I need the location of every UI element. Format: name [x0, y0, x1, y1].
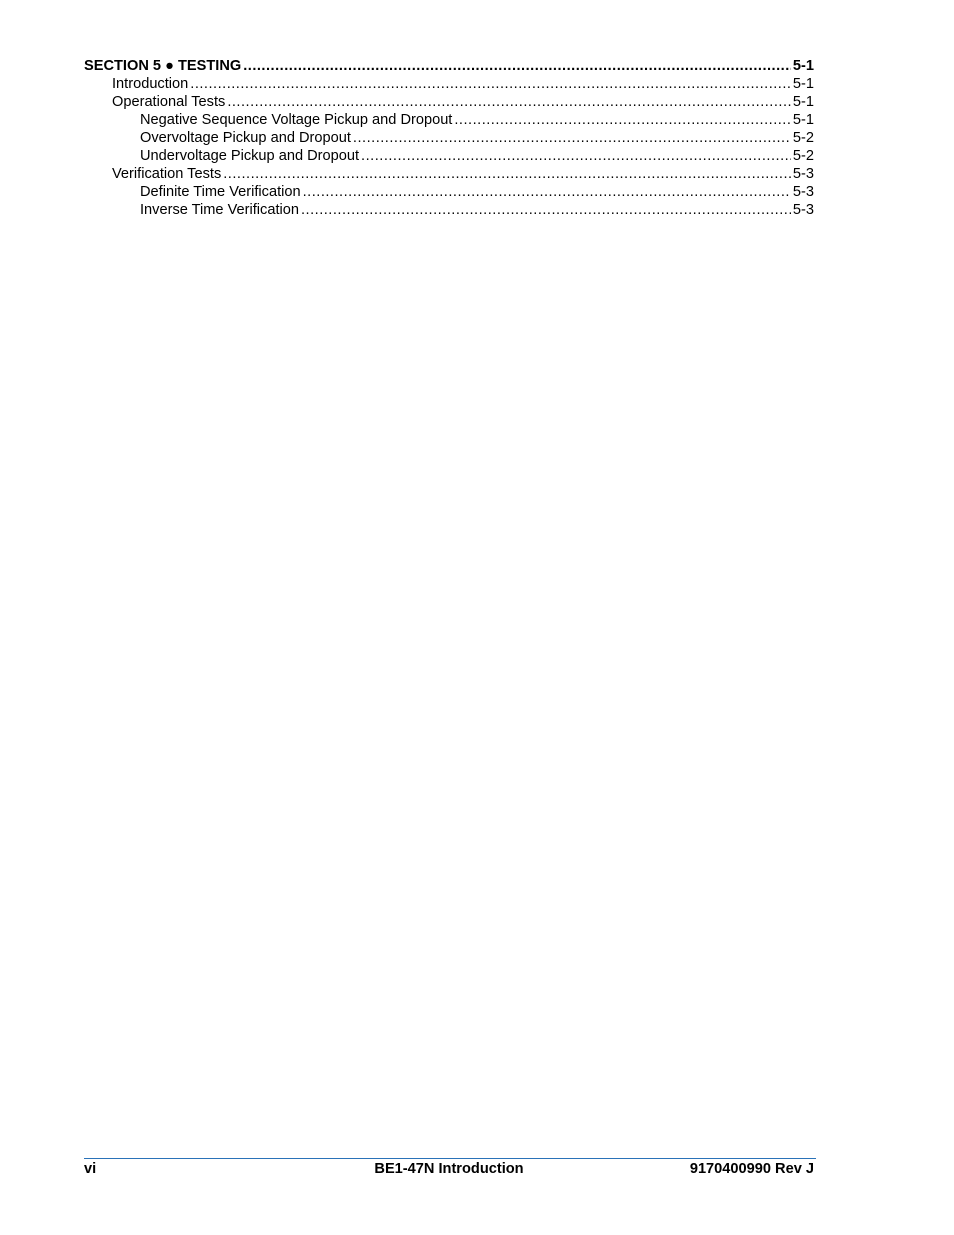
footer-document-title: BE1-47N Introduction [374, 1161, 524, 1177]
toc-entry-definite-time[interactable] [84, 183, 814, 201]
footer-divider [84, 1158, 816, 1159]
toc-entry-title: Introduction [112, 76, 189, 92]
toc-entry-verification-tests[interactable] [84, 165, 814, 183]
toc-entry-page: 5-1 [792, 76, 814, 92]
toc-entry-page: 5-1 [792, 94, 814, 110]
dot-leader [243, 57, 791, 75]
toc-entry-operational-tests[interactable] [84, 93, 814, 111]
toc-entry-introduction[interactable] [84, 75, 814, 93]
page-footer [84, 1160, 814, 1178]
toc-entry-page: 5-3 [792, 166, 814, 182]
dot-leader [361, 147, 791, 165]
dot-leader [223, 165, 791, 183]
toc-entry-page: 5-2 [792, 130, 814, 146]
dot-leader [454, 111, 791, 129]
toc-entry-section-5-testing[interactable] [84, 57, 814, 75]
dot-leader [227, 93, 791, 111]
toc-entry-title: SECTION 5 ● TESTING [84, 58, 242, 74]
toc-entry-title: Verification Tests [112, 166, 222, 182]
toc-entry-title: Undervoltage Pickup and Dropout [140, 148, 360, 164]
toc-entry-page: 5-1 [792, 58, 814, 74]
toc-entry-overvoltage[interactable] [84, 129, 814, 147]
toc-entry-page: 5-3 [792, 202, 814, 218]
footer-revision: 9170400990 Rev J [689, 1161, 814, 1177]
toc-entry-page: 5-2 [792, 148, 814, 164]
table-of-contents [84, 57, 814, 219]
dot-leader [303, 183, 791, 201]
dot-leader [353, 129, 791, 147]
toc-entry-title: Definite Time Verification [140, 184, 301, 200]
toc-entry-title: Negative Sequence Voltage Pickup and Dropout [140, 112, 453, 128]
toc-entry-title: Overvoltage Pickup and Dropout [140, 130, 351, 146]
dot-leader [190, 75, 791, 93]
toc-entry-page: 5-3 [792, 184, 814, 200]
toc-entry-page: 5-1 [792, 112, 814, 128]
footer-page-number: vi [84, 1161, 97, 1177]
dot-leader [301, 201, 791, 219]
toc-entry-title: Operational Tests [112, 94, 226, 110]
toc-entry-negative-sequence-voltage[interactable] [84, 111, 814, 129]
toc-entry-undervoltage[interactable] [84, 147, 814, 165]
toc-entry-inverse-time[interactable] [84, 201, 814, 219]
toc-entry-title: Inverse Time Verification [140, 202, 299, 218]
